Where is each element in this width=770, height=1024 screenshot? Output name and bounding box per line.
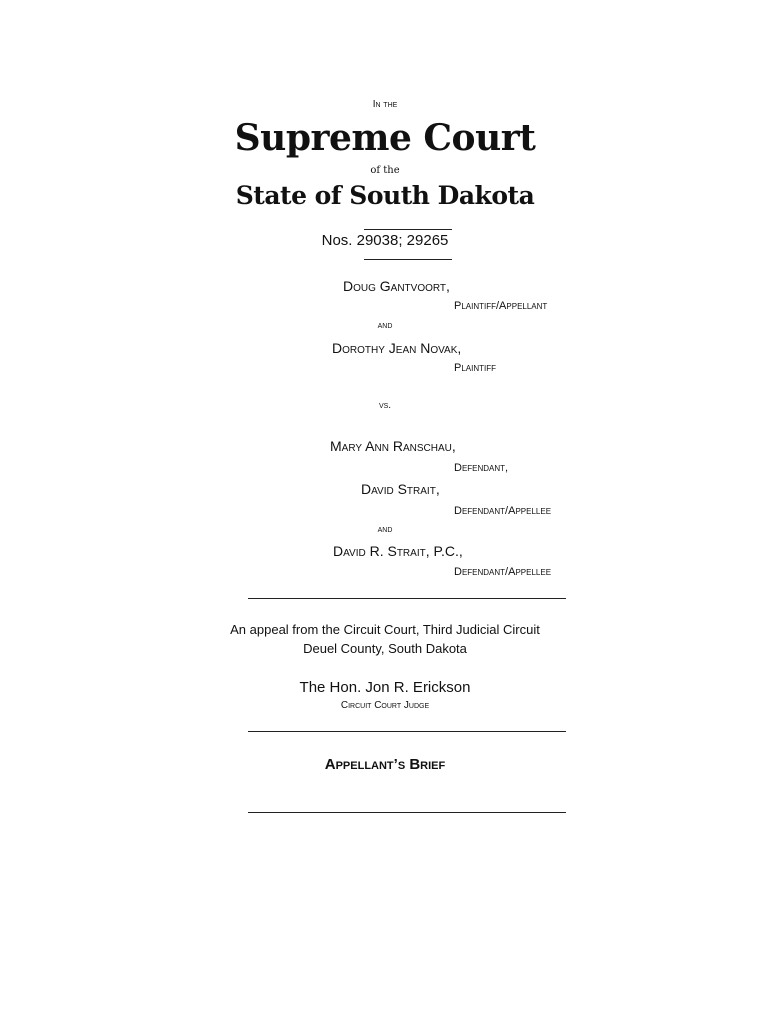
versus-label: vs.	[378, 400, 392, 411]
party-defendant-2-role: Defendant/Appellee	[454, 505, 552, 517]
party-defendant-3-name: David R. Strait, P.C.,	[333, 543, 463, 559]
and-connector-2: and	[377, 524, 393, 535]
judge-name: The Hon. Jon R. Erickson	[299, 679, 471, 696]
appeal-line-1: An appeal from the Circuit Court, Third Judicial Circuit	[230, 622, 540, 637]
state-title: State of South Dakota	[235, 181, 535, 210]
judge-title: Circuit Court Judge	[340, 700, 430, 711]
party-defendant-2-name: David Strait,	[361, 481, 440, 497]
brief-title: Appellant’s Brief	[324, 756, 446, 773]
divider-rule-2	[248, 731, 566, 732]
party-defendant-1-role: Defendant,	[454, 462, 509, 474]
party-defendant-1-name: Mary Ann Ranschau,	[330, 438, 456, 454]
court-title: Supreme Court	[234, 117, 536, 159]
in-the-label: In the	[372, 99, 398, 110]
party-plaintiff-appellant-role: Plaintiff/Appellant	[454, 300, 548, 312]
divider-rule-3	[248, 812, 566, 813]
divider-rule-1	[248, 598, 566, 599]
party-plaintiff-name: Dorothy Jean Novak,	[332, 340, 462, 356]
short-rule-top	[364, 229, 452, 230]
party-plaintiff-appellant-name: Doug Gantvoort,	[343, 278, 450, 294]
short-rule-bottom	[364, 259, 452, 260]
and-connector-1: and	[377, 320, 393, 331]
appeal-line-2: Deuel County, South Dakota	[303, 641, 467, 656]
case-numbers: Nos. 29038; 29265	[321, 232, 449, 249]
party-plaintiff-role: Plaintiff	[454, 362, 497, 374]
of-the-label: of the	[370, 165, 400, 176]
party-defendant-3-role: Defendant/Appellee	[454, 566, 552, 578]
